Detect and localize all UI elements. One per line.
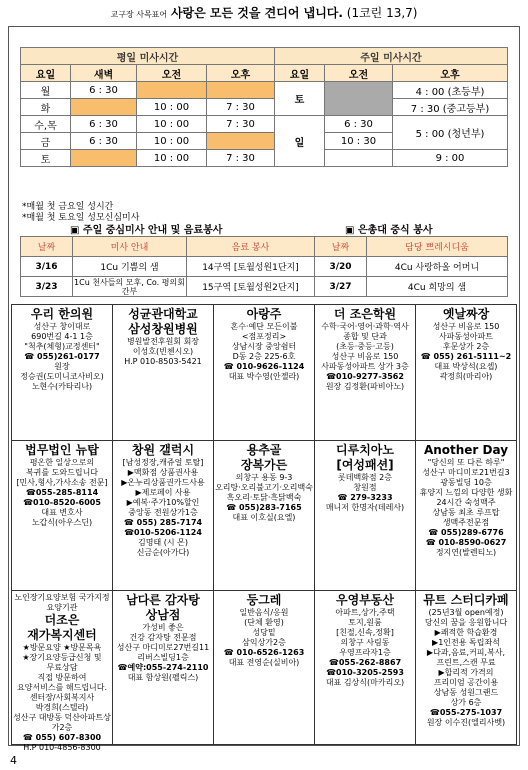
ad-line: 무료상담 (46, 663, 78, 672)
ad-line: 노현수(카타리나) (31, 382, 93, 391)
col-header: 음료 봉사 (187, 237, 315, 257)
ad-box (314, 440, 416, 591)
time-cell (207, 133, 275, 150)
ad-box (415, 590, 517, 745)
drink-cell: 14구역 [토월성원1단지] (187, 257, 315, 277)
day-cell: 금 (21, 133, 71, 150)
sun-am-cell (325, 150, 393, 167)
ad-line: [민사,형사,가사소송 전문] (16, 478, 108, 487)
ad-line: 성산구 마디미로27번길11 (116, 643, 210, 652)
ad-line: 성당밑 (252, 628, 276, 637)
date-cell: 3/27 (315, 277, 367, 297)
date-cell: 3/20 (315, 257, 367, 277)
ad-line: [여성패션] (336, 458, 394, 472)
page-number: 4 (10, 754, 17, 767)
ad-line: ☎ 055) 261-5111~2 (420, 352, 512, 361)
ad-line: 리버스빌딩1층 (137, 653, 189, 662)
col-header: 오후 (207, 65, 275, 82)
mass-cell: 1Cu 천사들의 모후, Co. 평의회 간부 (74, 277, 185, 296)
page-header (0, 4, 528, 21)
ad-line: 일반음식/응원 (239, 608, 289, 617)
ad-title: 성균관대학교 (128, 307, 198, 321)
ad-line: 광동빌딩 10층 (440, 478, 492, 487)
ad-line: 더조은 (44, 613, 80, 627)
ad-line: 성산구 창이대로 (33, 322, 91, 331)
motto-ref: (1코린 13,7) (346, 6, 418, 20)
ad-line: 프린트,스캔 무료 (436, 658, 496, 667)
ad-line: 대표 박수영(안젤라) (228, 372, 300, 381)
col-header: 날짜 (315, 237, 367, 257)
ad-line: 의창구 사림동 (340, 638, 390, 647)
ad-line: 병원발전후원회 회장 (126, 337, 200, 346)
ad-line: D동 2층 225-6호 (232, 352, 296, 361)
time-cell (71, 99, 137, 116)
ad-box (11, 304, 113, 441)
ad-line: 당신의 꿈을 응원합니다 (424, 618, 508, 627)
ad-line: ☎ 055)283-7165 (226, 503, 302, 512)
col-header: 오후 (393, 65, 508, 82)
ad-line: ☎ 010-8590-0627 (425, 538, 507, 547)
sun-pm-cell: 5 : 00 (청년부) (393, 116, 508, 150)
ad-line: ☎ 055)289-6776 (428, 528, 504, 537)
ad-box (314, 304, 416, 441)
events-right-title: ▣ 은총대 중식 봉사 (345, 225, 433, 236)
ad-box (314, 590, 416, 745)
ad-line: 성산구 비음로 150 (432, 322, 500, 331)
ad-line: 상남시장 중앙쉼터 (231, 342, 297, 351)
col-header: 오전 (137, 65, 207, 82)
ad-title: 노인장기요양보험 국가지정요양기관 (14, 593, 110, 612)
ad-line: ☎055-262-8867 (328, 658, 402, 667)
ad-line: 롯데백화점 2층 (337, 473, 392, 482)
day-cell: 토 (21, 150, 71, 167)
ad-title: 뮤트 스터디카페 (423, 593, 509, 607)
ad-line: 대표 함상원(펠릭스) (127, 673, 199, 682)
ad-title: Another Day (423, 443, 509, 457)
ad-line: 재가복지센터 (27, 628, 97, 642)
col-header: 날짜 (21, 237, 73, 257)
ad-line: 오리탕·오리불고기·오리백숙 (215, 483, 313, 492)
ad-line: ☎ 279-3233 (337, 493, 393, 502)
time-cell (207, 82, 275, 99)
ad-line: ▶합리적 가격의 (438, 668, 494, 677)
time-cell (137, 82, 207, 99)
col-header: 담당 쁘레시디움 (367, 237, 508, 257)
ad-box (112, 590, 214, 745)
ad-line: 가성비 좋은 (142, 623, 184, 632)
ad-line: ▶온누리상품권카드사용 (121, 478, 205, 487)
note-line: *매월 첫 금요일 성시간 (22, 202, 114, 212)
ad-line: 노갑식(아우스딘) (31, 518, 93, 527)
ad-line: [친절,신속,정확] (336, 628, 394, 637)
advertisement-grid (11, 304, 517, 752)
ad-line: 종합 및 단과 (343, 332, 387, 341)
ad-line: 요양서비스를 해드립니다. (16, 683, 108, 692)
ad-line: ☎ 010-9626-1124 (223, 362, 305, 371)
note-line: *매월 첫 토요일 성모신심미사 (22, 213, 140, 223)
sat-pm-cell: 7 : 30 (중고등부) (393, 99, 508, 116)
ad-title: 법무법인 뉴탑 (25, 443, 99, 457)
ad-title: 우영부동산 (336, 593, 394, 607)
ad-line: 복귀를 도와드립니다 (25, 468, 99, 477)
ad-line: ☎055-285-8114 (25, 488, 99, 497)
ad-line: 의창구 용동 9-3 (235, 473, 293, 482)
ad-line: 생맥주전문점 (442, 518, 490, 527)
ad-line: ★장기요양등급신청 및 (22, 653, 102, 662)
ad-line: 창원점 (353, 483, 377, 492)
day-cell: 수,목 (21, 116, 71, 133)
ad-line: 대표 변호사 (41, 508, 83, 517)
ad-line: ▶쾌적한 학습환경 (434, 628, 498, 637)
motto-label: 교구장 사목표어 (110, 10, 168, 19)
ad-line: ☎055-275-1037 (429, 708, 503, 717)
ad-line: 후문상가 2층 (442, 342, 490, 351)
ad-line: 휴양지 느낌의 다양한 생화 (419, 488, 513, 497)
time-cell: 10 : 00 (137, 99, 207, 116)
ad-line: ☎010-5206-1124 (124, 528, 202, 537)
ad-line: <점포정리> (241, 332, 287, 341)
ad-line: 690번길 4-1 1층 (31, 332, 93, 341)
ad-line: 중앙동 전원상가1층 (128, 508, 198, 517)
time-cell: 7 : 30 (207, 150, 275, 167)
ad-line: 대표 김상식(마카리오) (325, 678, 405, 687)
time-cell: 7 : 30 (207, 116, 275, 133)
time-cell: 6 : 30 (71, 82, 137, 99)
col-header: 새벽 (71, 65, 137, 82)
ad-line: 대표 이호실(요엘) (232, 513, 296, 522)
ad-title: 창원 갤럭시 (131, 443, 195, 457)
date-cell: 3/23 (21, 277, 73, 297)
praesidium-cell: 4Cu 사랑하올 어머니 (367, 257, 508, 277)
ad-line: 사파동성아파트 상가 3층 (321, 362, 409, 371)
sun-pm-cell: 9 : 00 (393, 150, 508, 167)
ad-line: 프리미엄 공간이용 (433, 678, 499, 687)
time-cell: 6 : 30 (71, 116, 137, 133)
ad-line: "당신의 또 다른 하루" (427, 458, 505, 467)
ad-line: 장복가든 (240, 458, 288, 472)
date-cell: 3/16 (21, 257, 73, 277)
time-cell: 10 : 00 (137, 150, 207, 167)
ad-box (213, 590, 315, 745)
col-header: 요일 (275, 65, 325, 82)
day-cell: 월 (21, 82, 71, 99)
ad-box (213, 440, 315, 591)
ad-line: 김명태 (시 몬) (138, 538, 188, 547)
ad-line: 수학·국어·영어·과학·역사 (321, 322, 409, 331)
time-cell (71, 150, 137, 167)
ad-line: 성산구 대방동 덕산아파트상가2층 (13, 713, 111, 732)
ad-line: 삼성창원병원 (128, 322, 198, 336)
weekday-title: 평일 미사시간 (21, 48, 275, 65)
time-cell: 7 : 30 (207, 99, 275, 116)
sun-am-cell: 6 : 30 (325, 116, 393, 133)
ad-line: [남성정장,캐쥬얼 토탈] (122, 458, 204, 467)
time-cell: 10 : 00 (137, 116, 207, 133)
ad-line: 상남동 최초 루프탑 (432, 508, 500, 517)
ad-line: ☎예약:055-274-2110 (117, 663, 209, 672)
mass-cell: 1Cu 기쁨의 샘 (73, 257, 187, 277)
ad-line: 곽정희(마리아) (439, 372, 493, 381)
table-row (21, 257, 508, 277)
events-left-title: ▣ 주일 중심미사 안내 및 음료봉사 (70, 225, 223, 236)
ad-line: 평온한 일상으로의 (29, 458, 95, 467)
ad-line: 상가 6층 (450, 698, 482, 707)
day-cell: 화 (21, 99, 71, 116)
ad-title: 디루치아노 (336, 443, 394, 457)
ad-line: ▶다과,음료,커피,복사, (426, 648, 506, 657)
col-header: 미사 안내 (73, 237, 187, 257)
drink-cell: 15구역 [토월성원2단지] (187, 277, 315, 297)
ad-line: 흑오리·토닭·흑닭백숙 (226, 493, 302, 502)
col-header: 요일 (21, 65, 71, 82)
ad-box (11, 590, 113, 752)
ad-title: 용추골 (246, 443, 282, 457)
ad-line: 직접 방문하여 (37, 673, 87, 682)
ad-line: ☎ 055) 607-8300 (22, 733, 102, 742)
ad-box (213, 304, 315, 441)
sunday-title: 주일 미사시간 (275, 48, 508, 65)
ad-line: 성산구 마디미로21번길3 (422, 468, 510, 477)
ad-line: 원장 (54, 362, 70, 371)
ad-title: 둥그레 (246, 593, 282, 607)
ad-box (11, 440, 113, 591)
ad-line: (단체 환영) (244, 618, 284, 627)
ad-line: 신금순(아가다) (136, 548, 190, 557)
ad-box (415, 440, 517, 591)
ad-line: ☎010-3205-2593 (326, 668, 404, 677)
ad-line: ☎010-8520-6005 (23, 498, 101, 507)
ad-line: ★방문요양 ★방문목욕 (22, 643, 102, 652)
ad-line: 정승권(도미니코사비오) (20, 372, 104, 381)
ad-line: 센터장/사회복지사 (29, 693, 95, 702)
ad-line: ☎ 010-6526-1263 (223, 648, 305, 657)
ad-line: 대표 박상석(요셉) (434, 362, 498, 371)
ad-title: 옛날짜장 (442, 307, 490, 321)
ad-line: 아파트,상가,주택 (335, 608, 395, 617)
ad-line: 박경희(스텔라) (35, 703, 89, 712)
ad-line: 사파동성아파트 (438, 332, 494, 341)
mass-schedule-table (20, 47, 508, 167)
ad-line: (초등·중등·고등) (336, 342, 394, 351)
ad-line: 상남점 (145, 608, 181, 622)
praesidium-cell: 4Cu 희망의 샘 (367, 277, 508, 297)
ad-line: 원장 김정환(파비아노) (325, 382, 405, 391)
sun-am-cell: 10 : 30 (325, 133, 393, 150)
ad-line: (25년3월 open예정) (428, 608, 504, 617)
ad-line: ▶제로페이 사용 (135, 488, 191, 497)
ad-line: ☎ 055)261-0177 (24, 352, 100, 361)
ad-line: 매니저 한명자(데레사) (325, 503, 405, 512)
ad-line: 성산구 비음로 150 (331, 352, 399, 361)
sat-am-cell (325, 82, 393, 116)
motto-text: 사랑은 모든 것을 견디어 냅니다. (170, 6, 343, 20)
ad-line: 삼익상가2층 (242, 638, 286, 647)
ad-title: 아랑주 (246, 307, 282, 321)
time-cell: 6 : 30 (71, 133, 137, 150)
ad-line: 혼수·예단 모든이불 (230, 322, 298, 331)
ad-line: 정지연(발렌티노) (435, 548, 497, 557)
ad-title: 더 조은학원 (333, 307, 397, 321)
ad-line: ▶1인전용 독립좌석 (432, 638, 500, 647)
ad-line: 우영프라자1층 (339, 648, 391, 657)
col-header: 오전 (325, 65, 393, 82)
ad-line: 원장 이수진(엘리사벳) (426, 718, 506, 727)
time-cell: 10 : 00 (137, 133, 207, 150)
ad-box (112, 440, 214, 591)
ad-line: H.P 010-4856-8300 (23, 743, 101, 752)
ad-line: 건강 감자탕 전문점 (129, 633, 197, 642)
ad-line: 24시간 숙성맥주 (436, 498, 496, 507)
ad-line: ▶예복·주가10%할인 (126, 498, 200, 507)
ad-box (112, 304, 214, 441)
table-row (21, 277, 508, 297)
sat-pm-cell: 4 : 00 (초등부) (393, 82, 508, 99)
ad-line: ☎010-9277-3562 (326, 372, 404, 381)
sat-label: 토 (275, 82, 325, 116)
ad-line: 상남동 성원그랜드 (433, 688, 499, 697)
ad-line: 대표 전영순(실비아) (228, 658, 300, 667)
ad-title: 우리 한의원 (30, 307, 94, 321)
events-table (20, 236, 508, 297)
ad-line: 이성호(빈첸시오) (132, 347, 194, 356)
ad-line: ▶맥화점 상품권사용 (127, 468, 199, 477)
ad-box (415, 304, 517, 441)
ad-line: "척추(체형)교정센터" (24, 342, 100, 351)
ad-line: ☎ 055) 285-7174 (123, 518, 203, 527)
ad-title: 남다른 감자탕 (126, 593, 200, 607)
sun-label: 일 (275, 116, 325, 167)
ad-line: H.P 010-8503-5421 (124, 357, 202, 366)
ad-line: 토지,원룸 (348, 618, 382, 627)
